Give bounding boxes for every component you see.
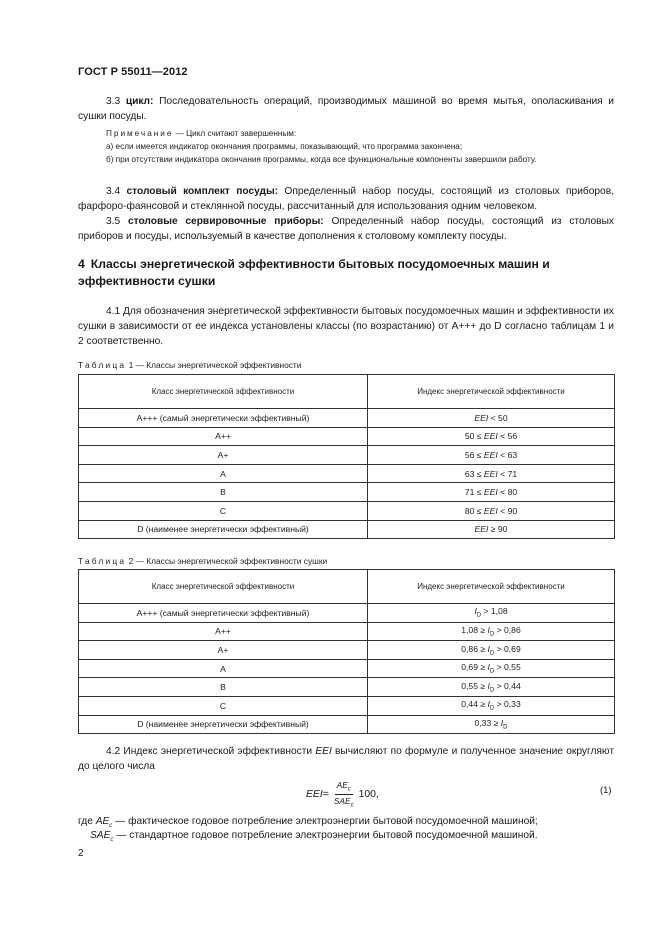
- note-block: [78, 128, 614, 166]
- index-cell: [368, 483, 615, 502]
- formula-tail: 100,: [358, 788, 379, 800]
- index-variable: I: [487, 662, 490, 673]
- index-cell: [368, 641, 615, 660]
- table-row: [79, 622, 615, 641]
- definition: Последовательность операций, производимых машиной во время мытья, ополаскивания и сушки посуды.: [78, 96, 614, 122]
- index-variable: EEI: [483, 468, 498, 479]
- column-header: Класс энергетической эффективности: [79, 375, 368, 409]
- index-prefix: 0,44 ≥: [461, 699, 488, 710]
- fraction-denominator: [332, 795, 356, 809]
- table-caption-text: 1 — Классы энергетической эффективности: [126, 360, 302, 370]
- index-prefix: 56 ≤: [464, 449, 484, 460]
- where-prefix: где: [78, 816, 96, 827]
- variable-eei: EEI: [315, 746, 332, 757]
- note-intro: [78, 128, 614, 141]
- index-suffix: ≥ 90: [488, 524, 508, 535]
- index-suffix: < 63: [497, 449, 518, 460]
- index-suffix: > 0,86: [494, 625, 521, 636]
- column-header: Класс энергетической эффективности: [79, 570, 368, 604]
- index-suffix: < 71: [497, 468, 518, 479]
- class-cell: А+++ (самый энергетически эффективный): [79, 409, 368, 428]
- index-variable: EEI: [474, 412, 489, 423]
- index-suffix: > 0,44: [494, 680, 521, 691]
- definition: Определенный набор посуды, состоящий из столовых приборов, фарфоро-фаянсовой и стеклянной посуды, рассчитанный для использования одним человеком.: [78, 186, 614, 212]
- class-cell: А+: [79, 446, 368, 465]
- index-variable: EEI: [474, 524, 489, 535]
- index-prefix: 80 ≤: [464, 505, 484, 516]
- class-cell: В: [79, 678, 368, 697]
- table-row: [79, 715, 615, 734]
- index-suffix: < 56: [497, 431, 518, 442]
- index-prefix: 63 ≤: [464, 468, 484, 479]
- formula-number: (1): [600, 784, 612, 795]
- where-text: — стандартное годовое потребление электроэнергии бытовой посудомоечной машиной.: [113, 830, 538, 841]
- index-cell: [368, 427, 615, 446]
- index-cell: [368, 604, 615, 623]
- clause-number: 3.3: [106, 96, 121, 107]
- class-cell: А++: [79, 427, 368, 446]
- column-header: Индекс энергетической эффективности: [368, 375, 615, 409]
- index-variable: I: [487, 680, 490, 691]
- index-variable: EEI: [483, 431, 498, 442]
- clause-3-3: [78, 94, 614, 124]
- index-cell: [368, 520, 615, 539]
- clause-text-after: вычисляют по формуле и полученное значение округляют до целого числа: [78, 746, 615, 772]
- index-suffix: > 0,55: [494, 662, 521, 673]
- denominator-sub: c: [350, 802, 354, 809]
- table-row: [79, 678, 615, 697]
- clause-number: 3.5: [106, 216, 121, 227]
- table-row: [79, 427, 615, 446]
- index-suffix: > 0,69: [494, 643, 521, 654]
- index-subscript: D: [489, 687, 495, 694]
- index-suffix: > 1,08: [481, 606, 508, 617]
- index-suffix: < 90: [497, 505, 518, 516]
- index-variable: I: [487, 643, 490, 654]
- index-cell: [368, 501, 615, 520]
- index-suffix: > 0,33: [494, 699, 521, 710]
- class-cell: А: [79, 659, 368, 678]
- index-cell: [368, 696, 615, 715]
- table-row: [79, 446, 615, 465]
- formula-fraction: [332, 780, 356, 808]
- table-row: [79, 409, 615, 428]
- denominator-var: SAE: [333, 795, 351, 806]
- class-cell: А: [79, 464, 368, 483]
- numerator-sub: c: [347, 786, 351, 793]
- where-var: SAE: [90, 830, 111, 841]
- index-subscript: D: [489, 631, 495, 638]
- table-row: [79, 696, 615, 715]
- index-cell: [368, 659, 615, 678]
- index-cell: [368, 622, 615, 641]
- clause-4-2: [78, 744, 614, 774]
- note-item-b: б) при отсутствии индикатора окончания программы, когда все функциональные компоненты завершили работу.: [106, 154, 537, 164]
- table-header-row: [79, 375, 615, 409]
- index-variable: EEI: [483, 449, 498, 460]
- index-suffix: < 80: [497, 487, 518, 498]
- class-cell: D (наименее энергетически эффективный): [79, 520, 368, 539]
- table-row: [79, 464, 615, 483]
- formula-lhs: EEI: [306, 788, 323, 800]
- table-1-caption: [78, 360, 301, 370]
- where-var: AE: [95, 816, 110, 827]
- section-4-heading: [78, 256, 618, 290]
- column-header: Индекс энергетической эффективности: [368, 570, 615, 604]
- term: столовый комплект посуды:: [126, 186, 279, 197]
- class-cell: В: [79, 483, 368, 502]
- class-cell: С: [79, 696, 368, 715]
- table-row: [79, 604, 615, 623]
- index-prefix: 50 ≤: [464, 431, 484, 442]
- index-prefix: 0,86 ≥: [461, 643, 488, 654]
- clause-4-1: 4.1 Для обозначения энергетической эффективности бытовых посудомоечных машин и эффективности их сушки в зависимости от ее индекса установлены классы (по возрастанию) от А+++ до D согласно таблицам 1 и 2 соответственно.: [78, 306, 614, 347]
- index-variable: I: [500, 718, 504, 728]
- where-sub: c: [109, 823, 113, 830]
- class-cell: А++: [79, 622, 368, 641]
- formula-1: [306, 780, 379, 808]
- index-cell: [368, 464, 615, 483]
- where-text: — фактическое годовое потребление электроэнергии бытовой посудомоечной машиной;: [112, 816, 538, 827]
- index-variable: I: [474, 606, 477, 617]
- section-number: 4: [78, 257, 85, 271]
- note-item-a: а) если имеется индикатор окончания программы, показывающий, что программа закончена;: [106, 141, 463, 151]
- index-variable: I: [487, 699, 490, 710]
- note-label: Примечание: [106, 129, 174, 138]
- term: цикл:: [125, 96, 154, 107]
- index-variable: I: [487, 625, 490, 636]
- page-number: 2: [78, 848, 84, 859]
- index-cell: [368, 678, 615, 697]
- where-line-2: [90, 828, 538, 848]
- index-suffix: < 50: [488, 412, 508, 423]
- numerator-var: AE: [336, 780, 348, 790]
- table-row: [79, 641, 615, 660]
- index-variable: EEI: [483, 505, 498, 516]
- clause-number: 3.4: [106, 186, 121, 197]
- index-prefix: 0,69 ≥: [461, 662, 488, 673]
- index-subscript: D: [503, 724, 508, 731]
- table-header-row: [79, 570, 615, 604]
- index-prefix: 0,55 ≥: [461, 680, 488, 691]
- class-cell: А+: [79, 641, 368, 660]
- table-label: Таблица: [78, 360, 127, 370]
- index-cell: [368, 446, 615, 465]
- class-cell: А+++ (самый энергетически эффективный): [79, 604, 368, 623]
- table-row: [79, 659, 615, 678]
- class-cell: D (наименее энергетически эффективный): [79, 715, 368, 734]
- formula-equals: =: [322, 788, 329, 800]
- table-2-caption: [78, 556, 327, 566]
- clause-text-before: 4.2 Индекс энергетической эффективности: [106, 746, 316, 757]
- table-row: [79, 483, 615, 502]
- index-variable: EEI: [483, 487, 498, 498]
- definition: Определенный набор посуды, состоящий из столовых приборов и посуды, используемый в качестве дополнения к столовому комплекту посуды.: [78, 216, 614, 242]
- where-sub: c: [110, 837, 114, 844]
- clause-3-4: [78, 184, 614, 214]
- table-1: [78, 374, 615, 539]
- table-row: [79, 520, 615, 539]
- index-prefix: 1,08 ≥: [461, 625, 488, 636]
- index-subscript: D: [489, 650, 495, 657]
- index-cell: [368, 715, 615, 734]
- index-subscript: D: [489, 668, 495, 675]
- table-2: [78, 569, 615, 734]
- term: столовые сервировочные приборы:: [127, 216, 324, 227]
- note-intro-text: — Цикл считают завершенным:: [173, 129, 297, 138]
- section-title: Классы энергетической эффективности бытовых посудомоечных машин и эффективности сушки: [78, 257, 550, 288]
- class-cell: С: [79, 501, 368, 520]
- document-header: ГОСТ Р 55011—2012: [78, 66, 188, 78]
- index-subscript: D: [489, 706, 495, 713]
- table-label: Таблица: [78, 556, 127, 566]
- index-prefix: 0,33 ≥: [474, 718, 501, 728]
- index-cell: [368, 409, 615, 428]
- index-subscript: D: [476, 613, 482, 620]
- fraction-numerator: [335, 780, 353, 795]
- table-row: [79, 501, 615, 520]
- index-prefix: 71 ≤: [464, 487, 484, 498]
- table-caption-text: 2 — Классы энергетической эффективности сушки: [126, 556, 328, 566]
- clause-3-5: [78, 214, 614, 244]
